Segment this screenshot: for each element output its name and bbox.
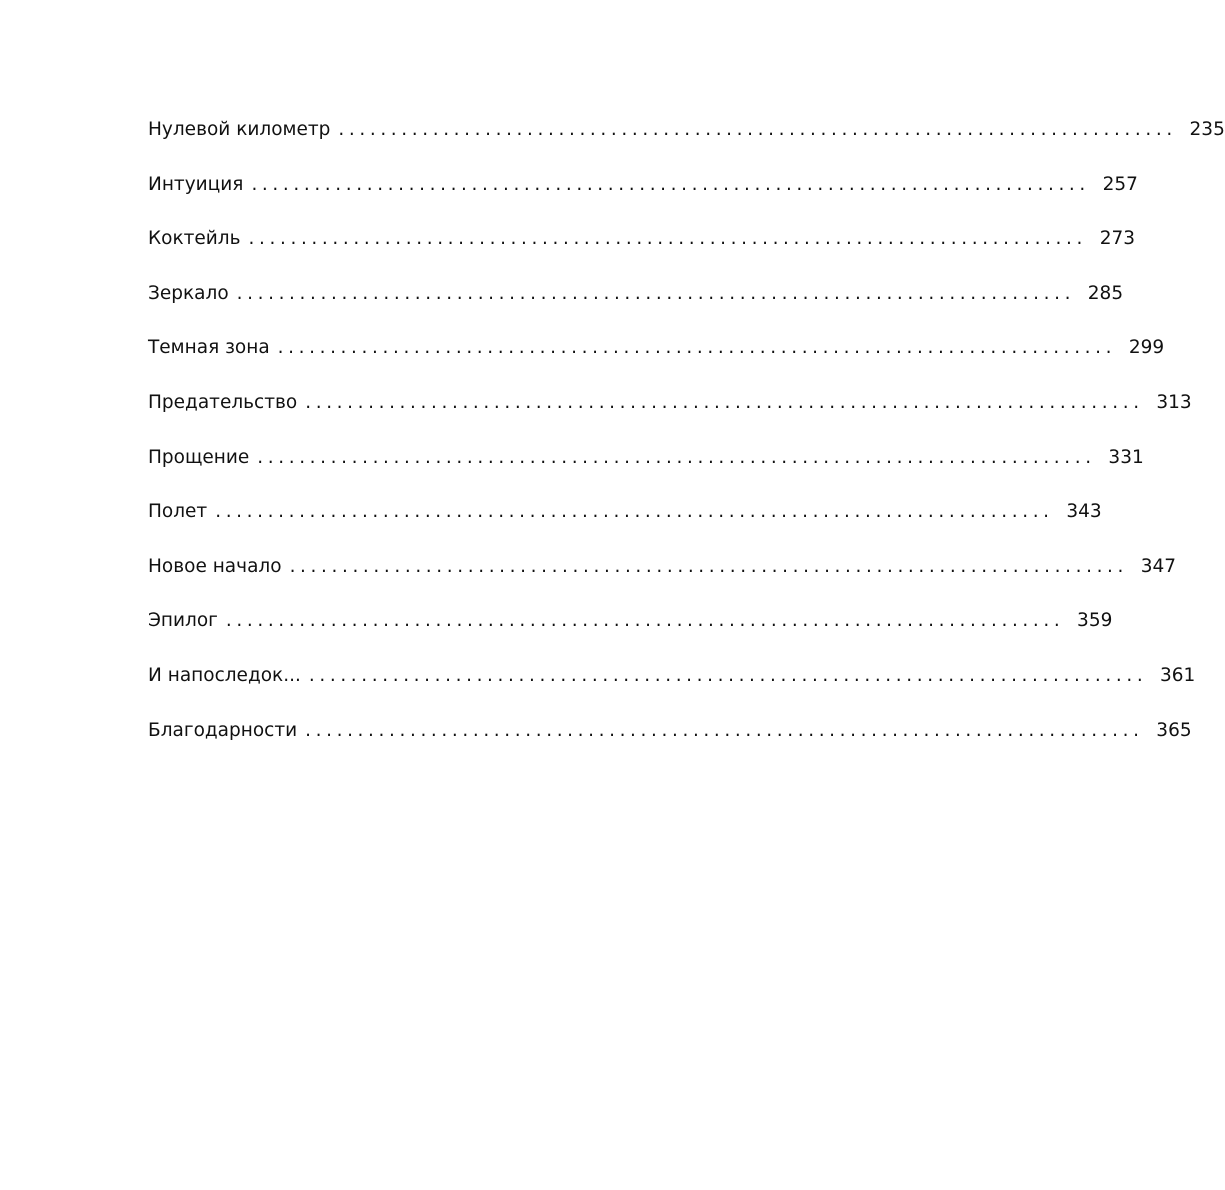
toc-dot-leader: ................................................................................ [257,446,1096,468]
toc-entry [148,494,1102,549]
toc-dot-leader: ................................................................................ [251,173,1090,195]
toc-dot-leader: ................................................................................ [305,391,1144,413]
toc-entry-title: Предательство [148,391,298,413]
toc-dot-leader: ................................................................................ [305,719,1144,741]
toc-dot-leader: ................................................................................ [225,610,1065,632]
toc-entry-page: 359 [1077,610,1113,632]
toc-entry-page: 343 [1066,501,1102,523]
toc-entry-title: Зеркало [148,282,229,304]
toc-entry-page: 313 [1156,391,1192,413]
toc-entry [148,276,1124,331]
toc-entry-page: 235 [1189,119,1225,140]
toc-dot-leader: ................................................................................ [277,337,1117,359]
toc-entry [148,112,1225,167]
toc-entry [148,167,1138,222]
toc-entry-page: 347 [1140,555,1177,577]
toc-entry-title: Нулевой километр [148,119,331,140]
toc-entry-title: Коктейль [148,228,241,250]
toc-entry [148,221,1135,276]
toc-dot-leader: ................................................................................ [248,228,1087,250]
toc-entry-title: Благодарности [148,719,298,741]
toc-dot-leader: ................................................................................ [236,282,1076,304]
toc-dot-leader: ................................................................................ [289,555,1129,577]
toc-entry [148,658,1196,713]
toc-entry [148,330,1165,385]
toc-entry [148,603,1113,658]
toc-entry [148,713,1192,768]
toc-entry-title: Полет [148,501,208,523]
toc-entry-page: 285 [1087,282,1124,304]
toc-entry-page: 361 [1160,664,1196,686]
toc-entry [148,440,1144,495]
toc-entry-title: Эпилог [148,610,218,632]
toc-entry-title: Новое начало [148,555,282,577]
toc-dot-leader: ................................................................................ [338,119,1177,140]
toc-entry-title: И напоследок... [148,664,301,686]
toc-entry-title: Темная зона [148,337,270,359]
toc-entry-page: 331 [1108,446,1144,468]
toc-entry-page: 273 [1099,228,1135,250]
toc-dot-leader: ................................................................................ [215,501,1054,523]
table-of-contents [148,112,1225,767]
toc-entry-page: 365 [1156,719,1192,741]
toc-entry-title: Прощение [148,446,250,468]
toc-entry-page: 299 [1128,337,1165,359]
toc-dot-leader: ................................................................................ [308,664,1148,686]
toc-entry-page: 257 [1102,173,1138,195]
toc-entry [148,385,1192,440]
toc-entry-title: Интуиция [148,173,244,195]
toc-entry [148,549,1177,604]
